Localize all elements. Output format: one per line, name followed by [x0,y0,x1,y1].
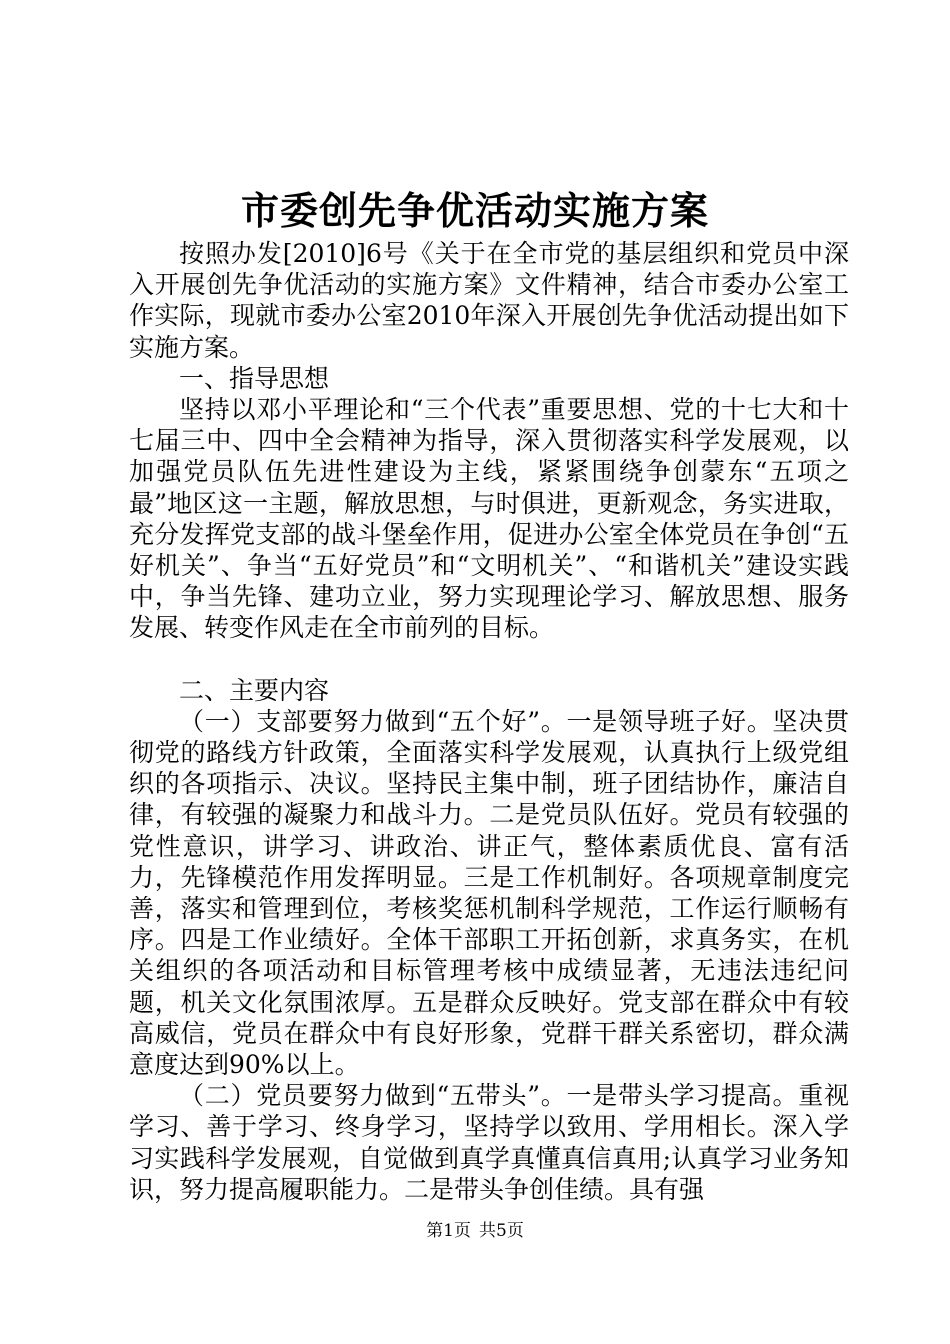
branch-five-goods-paragraph: （一）支部要努力做到“五个好”。一是领导班子好。坚决贯彻党的路线方针政策，全面落实科学发展观，认真执行上级党组织的各项指示、决议。坚持民主集中制，班子团结协作，廉洁自律，有较强的凝聚力和战斗力。二是党员队伍好。党员有较强的党性意识，讲学习、讲政治、讲正气，整体素质优良、富有活力，先锋模范作用发挥明显。三是工作机制好。各项规章制度完善，落实和管理到位，考核奖惩机制科学规范，工作运行顺畅有序。四是工作业绩好。全体干部职工开拓创新，求真务实，在机关组织的各项活动和目标管理考核中成绩显著，无违法违纪问题，机关文化氛围浓厚。五是群众反映好。党支部在群众中有较高威信，党员在群众中有良好形象，党群干群关系密切，群众满意度达到90%以上。 [129,706,849,1080]
section-heading-main-content: 二、主要内容 [179,675,330,705]
page-total: 共5页 [479,1221,524,1241]
section-heading-guiding-ideology: 一、指导思想 [179,363,330,393]
guiding-ideology-paragraph: 坚持以邓小平理论和“三个代表”重要思想、党的十七大和十七届三中、四中全会精神为指导，深入贯彻落实科学发展观，以加强党员队伍先进性建设为主线，紧紧围绕争创蒙东“五项之最”地区这一主题，解放思想，与时俱进，更新观念，务实进取，充分发挥党支部的战斗堡垒作用，促进办公室全体党员在争创“五好机关”、争当“五好党员”和“文明机关”、“和谐机关”建设实践中，争当先锋、建功立业，努力实现理论学习、解放思想、服务发展、转变作风走在全市前列的目标。 [129,395,849,643]
document-body [129,238,849,1205]
page-title: 市委创先争优活动实施方案 [240,188,709,233]
intro-paragraph: 按照办发[2010]6号《关于在全市党的基层组织和党员中深入开展创先争优活动的实施方案》文件精神，结合市委办公室工作实际，现就市委办公室2010年深入开展创先争优活动提出如下实施方案。 [129,239,849,362]
member-five-leads-paragraph: （二）党员要努力做到“五带头”。一是带头学习提高。重视学习、善于学习、终身学习，坚持学以致用、学用相长。深入学习实践科学发展观，自觉做到真学真懂真信真用;认真学习业务知识，努力提高履职能力。二是带头争创佳绩。具有强 [129,1081,849,1204]
page-number: 第1页 [426,1221,471,1241]
page-footer [0,1216,950,1241]
